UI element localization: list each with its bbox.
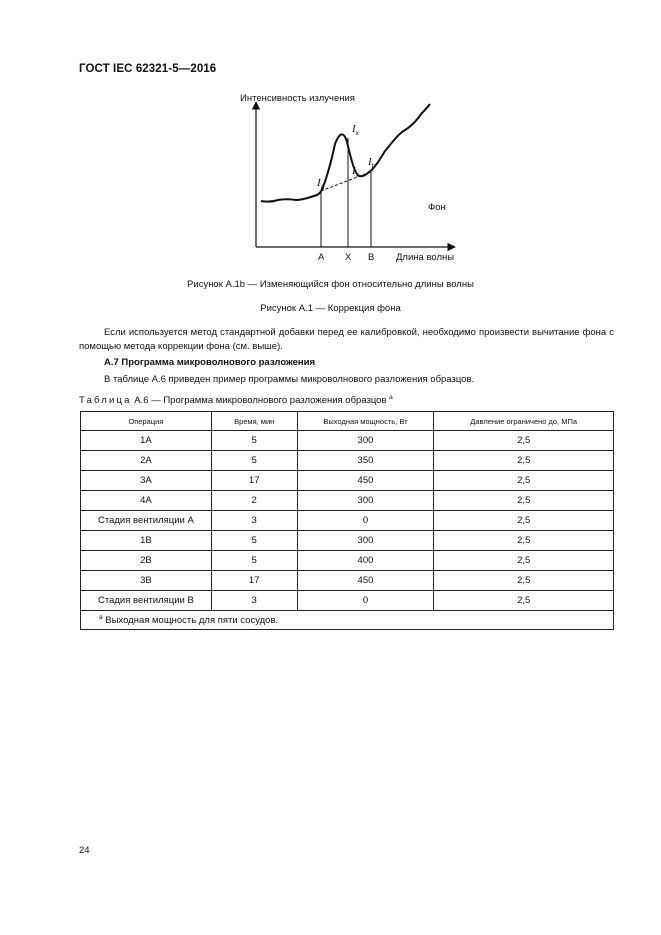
tick-a: A: [318, 252, 325, 263]
header-pressure: Давление ограничено до, МПа: [434, 412, 614, 431]
header-power: Выходная мощность, Вт: [297, 412, 434, 431]
table-footnote: [81, 611, 614, 630]
cell-operation: 1В: [81, 531, 212, 551]
section-title: А.7 Программа микроволнового разложения: [104, 357, 316, 368]
table-row: [81, 491, 614, 511]
table-row: [81, 571, 614, 591]
footnote-mark: а: [99, 613, 103, 621]
figure-subcaption: Рисунок А.1b — Изменяющийся фон относительно длины волны: [187, 279, 474, 290]
label-ix-peak: $I_x$: [352, 123, 359, 137]
digestion-program-table: [80, 411, 614, 630]
cell-power: 350: [297, 451, 434, 471]
cell-pressure: 2,5: [434, 511, 614, 531]
cell-time: 3: [211, 511, 297, 531]
table-row: [81, 551, 614, 571]
table-row: [81, 531, 614, 551]
table-row: [81, 431, 614, 451]
background-label: Фон: [428, 202, 446, 213]
table-caption: [79, 394, 393, 406]
cell-time: 3: [211, 591, 297, 611]
label-ib: $I_b$: [368, 156, 376, 170]
table-caption-label: Таблица: [79, 395, 132, 407]
table-row: [81, 471, 614, 491]
table-row: [81, 591, 614, 611]
table-caption-text: А.6 — Программа микроволнового разложения образцов: [134, 395, 387, 407]
cell-pressure: 2,5: [434, 591, 614, 611]
figure-caption: Рисунок А.1 — Коррекция фона: [260, 303, 401, 314]
header-time: Время, мин: [211, 412, 297, 431]
cell-time: 2: [211, 491, 297, 511]
section-text: В таблице А.6 приведен пример программы микроволнового разложения образцов.: [104, 374, 475, 385]
cell-time: 5: [211, 431, 297, 451]
cell-power: 450: [297, 571, 434, 591]
cell-pressure: 2,5: [434, 451, 614, 471]
cell-operation: Стадия вентиляции А: [81, 511, 212, 531]
cell-operation: 4А: [81, 491, 212, 511]
cell-power: 0: [297, 591, 434, 611]
cell-operation: 3В: [81, 571, 212, 591]
page-number: 24: [79, 845, 90, 856]
background-baseline: [321, 171, 373, 191]
cell-operation: 2В: [81, 551, 212, 571]
cell-time: 5: [211, 531, 297, 551]
label-ix-background: $I_x$: [352, 165, 359, 179]
table-row: [81, 511, 614, 531]
cell-pressure: 2,5: [434, 431, 614, 451]
cell-operation: Стадия вентиляции В: [81, 591, 212, 611]
cell-operation: 3А: [81, 471, 212, 491]
cell-operation: 2А: [81, 451, 212, 471]
cell-time: 5: [211, 451, 297, 471]
table-footnote-row: [81, 611, 614, 630]
body-paragraph: Если используется метод стандартной добавки перед ее калибровкой, необходимо произвести вычитание фона с помощью метода коррекции фона (см. выше).: [79, 327, 614, 352]
cell-power: 400: [297, 551, 434, 571]
cell-pressure: 2,5: [434, 471, 614, 491]
cell-operation: 1А: [81, 431, 212, 451]
cell-power: 450: [297, 471, 434, 491]
x-axis-label: Длина волны: [396, 252, 455, 263]
figure-background-correction: [228, 88, 468, 268]
table-header-row: [81, 412, 614, 431]
cell-pressure: 2,5: [434, 531, 614, 551]
cell-power: 300: [297, 531, 434, 551]
header-operation: Операция: [81, 412, 212, 431]
cell-pressure: 2,5: [434, 491, 614, 511]
tick-x: X: [345, 252, 352, 263]
cell-time: 17: [211, 471, 297, 491]
tick-b: B: [368, 252, 375, 263]
cell-pressure: 2,5: [434, 551, 614, 571]
cell-power: 300: [297, 491, 434, 511]
table-caption-mark: а: [389, 394, 393, 401]
footnote-text: Выходная мощность для пяти сосудов.: [105, 615, 279, 627]
figure-graph: [228, 88, 468, 268]
cell-pressure: 2,5: [434, 571, 614, 591]
y-axis-label: Интенсивность излучения: [240, 93, 355, 104]
cell-power: 0: [297, 511, 434, 531]
cell-time: 17: [211, 571, 297, 591]
cell-time: 5: [211, 551, 297, 571]
spectrum-curve: [261, 104, 430, 202]
table-row: [81, 451, 614, 471]
document-header: ГОСТ IEC 62321-5—2016: [79, 63, 217, 75]
label-ia: $I_a$: [317, 177, 325, 191]
cell-power: 300: [297, 431, 434, 451]
